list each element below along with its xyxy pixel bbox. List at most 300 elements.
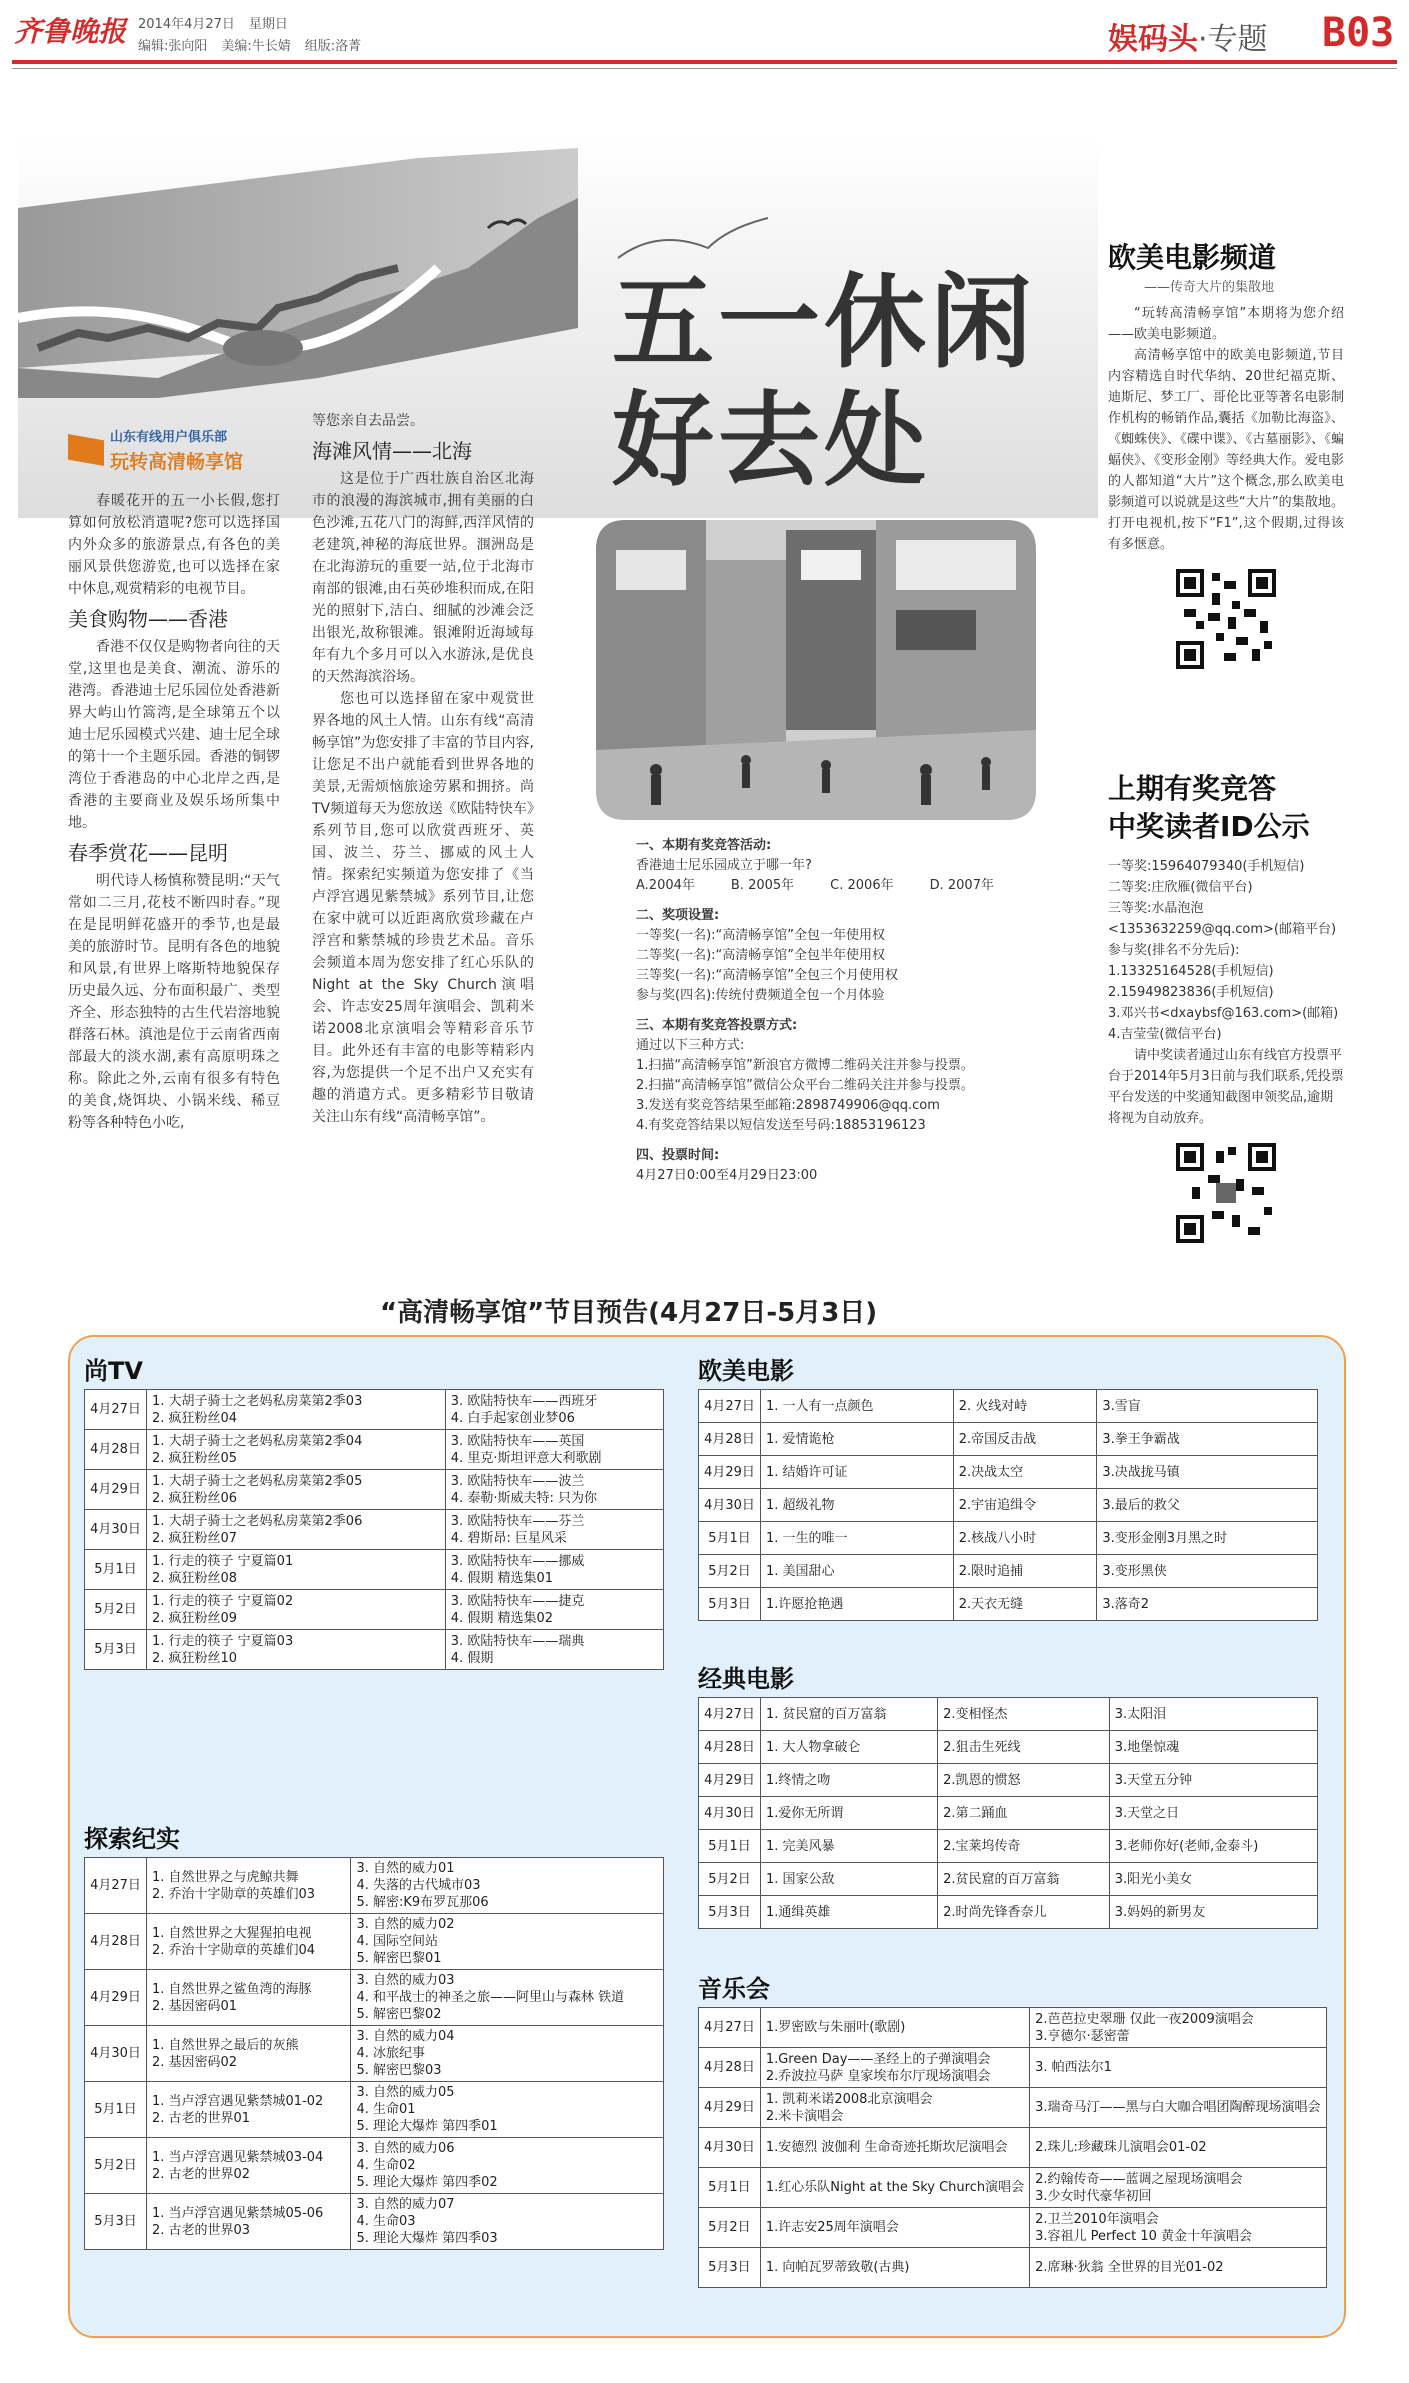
program-cell [445,1470,663,1510]
program-line: 1. 当卢浮宫遇见紫禁城03-04 [152,2149,324,2165]
program-cell [760,2008,1029,2048]
table-row [699,1423,1318,1456]
table-row [85,1914,664,1970]
movie-cell: 1. 贫民窟的百万富翁 [761,1698,938,1731]
program-cell [445,1430,663,1470]
subhead-hongkong: 美食购物——香港 [68,607,228,631]
table-row [699,1489,1318,1522]
wechat-qr-code-icon[interactable] [1176,1143,1276,1243]
program-cell [1030,2048,1326,2088]
prize-item: 一等奖(一名):“高清畅享馆”全包一年使用权 [636,928,885,943]
movie-cell: 3.地堡惊魂 [1109,1731,1317,1764]
movie-cell: 3.变形黑侠 [1097,1555,1318,1588]
movie-cell: 2.帝国反击战 [953,1423,1097,1456]
program-line: 1. 当卢浮宫遇见紫禁城01-02 [152,2093,324,2109]
program-line: 3. 帕西法尔1 [1035,2060,1112,2075]
table-row [699,2008,1327,2048]
program-line: 3. 欧陆特快车——挪威 [450,1553,585,1569]
movie-cell: 2.凯恩的惯怒 [938,1764,1110,1797]
western-heading: 欧美电影 [698,1357,794,1385]
program-line: 2. 乔治十字勋章的英雄们04 [152,1942,316,1958]
concert-table [698,2007,1327,2288]
subhead-kunming: 春季赏花——昆明 [68,841,228,865]
program-cell [147,2194,351,2250]
movie-cell: 1. 大人物拿破仑 [761,1731,938,1764]
movie-cell: 2.宇宙追缉令 [953,1489,1097,1522]
date-cell: 4月30日 [699,2128,761,2168]
quiz-option: D. 2007年 [929,878,994,893]
program-line: 2. 疯狂粉丝08 [152,1570,238,1586]
vote-time-heading: 四、投票时间: [636,1148,720,1163]
program-line: 3.瑞奇马汀——黑与白大咖合唱团陶醉现场演唱会 [1035,2100,1321,2115]
program-cell [1030,2248,1326,2288]
program-line: 4. 假期 精选集01 [450,1570,553,1586]
program-cell [760,2248,1029,2288]
date-cell: 4月28日 [699,1423,761,1456]
header-rule [12,60,1397,64]
movie-cell: 1. 国家公敌 [761,1863,938,1896]
program-line: 3. 欧陆特快车——瑞典 [450,1633,585,1649]
program-cell [1030,2168,1326,2208]
western-table [698,1389,1318,1621]
date-cell: 5月3日 [699,1588,761,1621]
program-line: 3. 自然的威力04 [356,2029,455,2044]
program-line: 1. 自然世界之与虎鲸共舞 [152,1869,299,1885]
movie-cell: 3.雪盲 [1097,1390,1318,1423]
program-cell [351,2026,664,2082]
program-line: 1. 大胡子骑士之老妈私房菜第2季06 [152,1513,363,1529]
program-line: 2. 疯狂粉丝05 [152,1450,238,1466]
movie-channel-text: “玩转高清畅享馆”本期将为您介绍——欧美电影频道。 高清畅享馆中的欧美电影频道,节目内容精选自时代华纳、20世纪福克斯、迪斯尼、梦工厂、哥伦比亚等著名电影制作机构的畅销作品,囊括《加勒比海盗》、《蜘蛛侠》、《碟中谍》、《古墓丽影》、《蝙蝠侠》、《变形金刚》等经典大作。爱电影的人都知道“大片”这个概念,那么欧美电影频道可以说就是这些“大片”的集散地。打开电视机,按下“F1”,这个假期,过得该有多惬意。 [1108,306,1344,552]
date-cell: 5月3日 [85,2194,147,2250]
movie-cell: 3.变形金刚3月黑之时 [1097,1522,1318,1555]
quiz-option: B. 2005年 [730,878,795,893]
table-row [85,1550,664,1590]
program-cell [351,2138,664,2194]
program-line: 4. 碧斯昂: 巨星风采 [450,1530,567,1546]
date-cell: 4月30日 [85,1510,147,1550]
movie-cell: 3.拳王争霸战 [1097,1423,1318,1456]
explore-heading: 探索纪实 [84,1825,180,1853]
newspaper-logo: 齐鲁晚报 [14,15,127,48]
table-row [85,1390,664,1430]
table-row [85,2082,664,2138]
movie-cell: 3.阳光小美女 [1109,1863,1317,1896]
movie-cell: 3.老师你好(老师,金泰斗) [1109,1830,1317,1863]
movie-cell: 1.爱你无所谓 [761,1797,938,1830]
article-intro: 春暖花开的五一小长假,您打算如何放松消遣呢?您可以选择国内外众多的旅游景点,有各色的美丽风景供您游览,也可以选择在家中休息,观赏精彩的电视节目。 [68,493,280,597]
program-line: 3. 欧陆特快车——芬兰 [450,1513,585,1529]
program-cell [351,2082,664,2138]
program-cell [445,1390,663,1430]
table-row [699,1588,1318,1621]
program-line: 4. 冰旅纪事 [356,2046,425,2061]
editor: 编辑:张向阳 [138,39,208,54]
program-line: 1.安德烈 波伽利 生命奇迹托斯坎尼演唱会 [765,2140,1008,2155]
vote-way: 3.发送有奖竞答结果至邮箱:2898749906@qq.com [636,1098,940,1113]
shangtv-table [84,1389,664,1670]
date-cell: 4月27日 [699,1390,761,1423]
program-line: 1. 大胡子骑士之老妈私房菜第2季03 [152,1393,363,1409]
table-row [699,2208,1327,2248]
program-line: 4. 白手起家创业梦06 [450,1410,575,1426]
program-line: 4. 失落的古代城市03 [356,1878,481,1893]
program-cell [760,2128,1029,2168]
program-line: 2.席琳·狄翁 全世界的目光01-02 [1035,2260,1224,2275]
winners-title: 上期有奖竞答 中奖读者ID公示 [1108,772,1310,843]
date-cell: 4月29日 [699,1456,761,1489]
quiz-option: C. 2006年 [830,878,894,893]
program-cell [147,1914,351,1970]
date-cell: 4月30日 [699,1797,761,1830]
movie-cell: 2.时尚先锋香奈儿 [938,1896,1110,1929]
program-line: 2.珠儿:珍藏珠儿演唱会01-02 [1035,2140,1207,2155]
program-cell [1030,2008,1326,2048]
table-row [699,2248,1327,2288]
date-cell: 4月29日 [699,2088,761,2128]
movie-cell: 3.最后的救父 [1097,1489,1318,1522]
paragraph-home: 您也可以选择留在家中观赏世界各地的风土人情。山东有线“高清畅享馆”为您安排了丰富的节目内容,让您足不出户就能看到世界各地的美景,无需烦恼旅途劳累和拥挤。尚TV频道每天为您放送《欧陆特快车》系列节目,您可以欣赏西班牙、英国、波兰、芬兰、挪威的风土人情。探索纪实频道为您安排了《当卢浮宫遇见紫禁城》系列节目,让您在家中就可以近距离欣赏珍藏在卢浮宫和紫禁城的珍贵艺术品。音乐会频道本周为您安排了红心乐队的Night at the Sky Church演唱会、许志安25周年演唱会、凯莉米诺2008北京演唱会等精彩音乐节目。此外还有丰富的电影等精彩内容,为您提供一个足不出户又充实有趣的消遣方式。更多精彩节目敬请关注山东有线“高清畅享馆”。 [312,691,534,1125]
table-row [699,1830,1318,1863]
table-row [85,1430,664,1470]
hongkong-street-photo [596,520,1036,820]
movie-cell: 3.天堂之日 [1109,1797,1317,1830]
date-cell: 4月27日 [85,1390,147,1430]
club-logo-icon [68,434,104,466]
table-row [699,1698,1318,1731]
program-cell [147,1430,446,1470]
program-line: 4. 假期 [450,1650,494,1666]
date-cell: 5月2日 [699,1555,761,1588]
date-cell: 4月28日 [85,1430,147,1470]
main-headline: 五一休闲 好去处 [612,264,1036,501]
movie-channel-subtitle: ——传奇大片的集散地 [1144,280,1275,295]
date-cell: 4月29日 [85,1470,147,1510]
program-line: 4. 泰勒·斯威夫特: 只为你 [450,1490,597,1506]
movie-cell: 2.决战太空 [953,1456,1097,1489]
date-cell: 4月28日 [85,1914,147,1970]
program-cell [351,2194,664,2250]
program-line: 3.容祖儿 Perfect 10 黄金十年演唱会 [1035,2228,1252,2244]
article-column-1 [68,490,280,1134]
vote-heading: 三、本期有奖竞答投票方式: [636,1018,798,1033]
movie-cell: 2. 火线对峙 [953,1390,1097,1423]
program-cell [351,1914,664,1970]
movie-cell: 1. 美国甜心 [761,1555,954,1588]
program-line: 2. 古老的世界02 [152,2166,251,2182]
date-cell: 5月3日 [85,1630,147,1670]
program-cell [445,1550,663,1590]
prize-item: 二等奖(一名):“高清畅享馆”全包半年使用权 [636,948,885,963]
table-row [699,1555,1318,1588]
program-line: 2. 基因密码02 [152,2054,238,2070]
program-line: 2. 疯狂粉丝09 [152,1610,238,1626]
page-number: B03 [1322,10,1395,56]
prize-item: 参与奖(四名):传统付费频道全包一个月体验 [636,988,885,1003]
movie-cell: 2.贫民窟的百万富翁 [938,1863,1110,1896]
program-cell [147,2138,351,2194]
program-line: 4. 国际空间站 [356,1934,438,1949]
quiz-section [636,836,1076,1196]
table-row [699,1863,1318,1896]
table-row [85,1970,664,2026]
movie-cell: 3.太阳泪 [1109,1698,1317,1731]
program-line: 2.芭芭拉史翠珊 仅此一夜2009演唱会 [1035,2011,1254,2027]
program-line: 2.卫兰2010年演唱会 [1035,2211,1159,2227]
program-cell [147,1970,351,2026]
program-line: 5. 理论大爆炸 第四季03 [356,2231,498,2246]
program-line: 4. 生命02 [356,2158,416,2173]
program-line: 5. 解密:K9布罗瓦那06 [356,1895,489,1910]
table-row [699,1390,1318,1423]
table-row [699,1797,1318,1830]
program-line: 3. 自然的威力02 [356,1917,455,1932]
table-row [85,2194,664,2250]
movie-channel-column [1108,240,1344,683]
program-line: 1. 当卢浮宫遇见紫禁城05-06 [152,2205,324,2221]
table-row [85,1510,664,1550]
table-row [85,2026,664,2082]
schedule-panel [68,1335,1346,2338]
program-cell [147,1630,446,1670]
program-line: 4. 里克·斯坦评意大利歌剧 [450,1450,602,1466]
explore-table [84,1857,664,2250]
vote-way: 2.扫描“高清畅享馆”微信公众平台二维码关注并参与投票。 [636,1078,974,1093]
date-cell: 5月2日 [85,1590,147,1630]
table-row [85,2138,664,2194]
program-line: 2. 疯狂粉丝07 [152,1530,238,1546]
date-cell: 4月29日 [699,1764,761,1797]
table-row [699,2168,1327,2208]
date-cell: 5月2日 [85,2138,147,2194]
quiz-heading: 一、本期有奖竞答活动: [636,838,772,853]
movie-cell: 1. 爱情诡枪 [761,1423,954,1456]
date-cell: 4月29日 [85,1970,147,2026]
program-line: 1. 自然世界之鲨鱼湾的海豚 [152,1981,312,1997]
movie-cell: 3.落奇2 [1097,1588,1318,1621]
classic-table [698,1697,1318,1929]
vote-way: 1.扫描“高清畅享馆”新浪官方微博二维码关注并参与投票。 [636,1058,974,1073]
schedule-title: “高清畅享馆”节目预告(4月27日-5月3日) [380,1298,878,1328]
program-line: 2. 古老的世界03 [152,2222,251,2238]
movie-cell: 2.限时追捕 [953,1555,1097,1588]
program-line: 5. 理论大爆炸 第四季01 [356,2119,498,2134]
date-cell: 5月1日 [85,1550,147,1590]
date-cell: 4月27日 [85,1858,147,1914]
paragraph-hongkong: 香港不仅仅是购物者向往的天堂,这里也是美食、潮流、游乐的港湾。香港迪士尼乐园位处香港新界大屿山竹篙湾,是全球第五个以迪士尼乐园模式兴建、迪士尼全球的第十一个主题乐园。香港的铜锣湾位于香港岛的中心北岸之西,是香港的主要商业及娱乐场所集中地。 [68,639,280,831]
program-line: 1.红心乐队Night at the Sky Church演唱会 [765,2180,1025,2195]
program-cell [1030,2208,1326,2248]
movie-cell: 1. 一人有一点颜色 [761,1390,954,1423]
program-line: 3.亨德尔·瑟密蕾 [1035,2028,1130,2044]
table-row [699,2128,1327,2168]
program-line: 1. 行走的筷子 宁夏篇03 [152,1633,294,1649]
program-cell [147,2026,351,2082]
concert-heading: 音乐会 [698,1975,770,2003]
program-cell [351,1858,664,1914]
program-line: 1.Green Day——圣经上的子弹演唱会 [765,2051,991,2067]
program-line: 2.约翰传奇——蓝调之屋现场演唱会 [1035,2171,1243,2187]
table-row [85,1590,664,1630]
program-cell [760,2208,1029,2248]
program-line: 3. 欧陆特快车——英国 [450,1433,585,1449]
program-cell [445,1510,663,1550]
date-cell: 4月27日 [699,1698,761,1731]
date-cell: 5月2日 [699,2208,761,2248]
winners-column [1108,770,1344,1257]
program-line: 1. 大胡子骑士之老妈私房菜第2季05 [152,1473,363,1489]
table-row [85,1858,664,1914]
paragraph-beihai: 这是位于广西壮族自治区北海市的浪漫的海滨城市,拥有美丽的白色沙滩,五花八门的海鲜,西洋风情的老建筑,神秘的海底世界。涠洲岛是在北海游玩的重要一站,位于北海市南部的银滩,由石英砂堆积而成,在阳光的照射下,洁白、细腻的沙滩会泛出银光,故称银滩。银滩附近海域每年有九个多月可以入水游泳,是优良的天然海滨浴场。 [312,471,534,685]
program-line: 5. 理论大爆炸 第四季02 [356,2175,498,2190]
date-cell: 5月3日 [699,1896,761,1929]
quiz-question: 香港迪士尼乐园成立于哪一年? [636,858,812,873]
movie-cell: 3.决战拢马镇 [1097,1456,1318,1489]
art-editor: 美编:牛长婧 [221,39,291,54]
program-line: 2. 基因密码01 [152,1998,238,2014]
paragraph-kunming: 明代诗人杨慎称赞昆明:“天气常如二三月,花枝不断四时春。”现在是昆明鲜花盛开的季节,也是最美的旅游时节。昆明有各色的地貌和风景,有世界上喀斯特地貌保存历史最久远、分布面积最广、类型齐全、形态独特的古生代岩溶地貌群落石林。滇池是位于云南省西南部最大的淡水湖,素有高原明珠之称。除此之外,云南有很多有特色的美食,烧饵块、小锅米线、稀豆粉等各种特色小吃, [68,873,280,1131]
date-cell: 5月3日 [699,2248,761,2288]
table-row [699,2088,1327,2128]
program-cell [147,1390,446,1430]
program-line: 3. 自然的威力06 [356,2141,455,2156]
program-line: 1. 自然世界之大猩猩拍电视 [152,1925,312,1941]
program-line: 1. 大胡子骑士之老妈私房菜第2季04 [152,1433,363,1449]
prize-item: 三等奖(一名):“高清畅享馆”全包三个月使用权 [636,968,898,983]
movie-cell: 2.天衣无缝 [953,1588,1097,1621]
program-cell [445,1630,663,1670]
weibo-qr-code-icon[interactable] [1176,569,1276,669]
date-cell: 5月1日 [85,2082,147,2138]
program-line: 4. 生命01 [356,2102,416,2117]
classic-heading: 经典电影 [698,1665,794,1693]
quiz-option: A.2004年 [636,878,695,893]
vote-time: 4月27日0:00至4月29日23:00 [636,1168,818,1183]
movie-cell: 3.妈妈的新男友 [1109,1896,1317,1929]
table-row [699,1896,1318,1929]
program-line: 1. 行走的筷子 宁夏篇01 [152,1553,294,1569]
movie-cell: 1.终情之吻 [761,1764,938,1797]
program-line: 4. 和平战士的神圣之旅——阿里山与森林 铁道 [356,1990,625,2005]
program-line: 1.许志安25周年演唱会 [765,2220,899,2235]
program-line: 1. 自然世界之最后的灰熊 [152,2037,299,2053]
program-line: 5. 解密巴黎01 [356,1951,442,1966]
paragraph-continued: 等您亲自去品尝。 [312,413,424,429]
program-line: 2. 疯狂粉丝06 [152,1490,238,1506]
movie-cell: 2.核战八小时 [953,1522,1097,1555]
movie-cell: 1. 一生的唯一 [761,1522,954,1555]
table-row [85,1630,664,1670]
date-cell: 5月1日 [699,2168,761,2208]
program-line: 3.少女时代豪华初回 [1035,2188,1152,2204]
prize-heading: 二、奖项设置: [636,908,720,923]
table-row [699,1522,1318,1555]
movie-cell: 2.狙击生死线 [938,1731,1110,1764]
article-column-2 [312,410,534,1128]
header-rule-thin [12,68,1397,69]
subhead-beihai: 海滩风情——北海 [312,439,472,463]
club-logo: 山东有线用户俱乐部 玩转高清畅享馆 [68,426,260,472]
program-line: 3. 自然的威力01 [356,1861,455,1876]
vote-intro: 通过以下三种方式: [636,1038,745,1053]
program-cell [147,1590,446,1630]
program-line: 2. 疯狂粉丝10 [152,1650,238,1666]
program-cell [147,1550,446,1590]
program-line: 3. 自然的威力05 [356,2085,455,2100]
program-cell [760,2088,1029,2128]
quiz-options [636,876,1076,896]
table-row [699,1764,1318,1797]
table-row [699,2048,1327,2088]
issue-meta [138,14,375,58]
program-line: 4. 假期 精选集02 [450,1610,553,1626]
program-line: 3. 欧陆特快车——捷克 [450,1593,585,1609]
shangtv-heading: 尚TV [84,1357,143,1385]
program-cell [1030,2088,1326,2128]
program-line: 3. 自然的威力07 [356,2197,455,2212]
table-row [85,1470,664,1510]
program-line: 3. 自然的威力03 [356,1973,455,1988]
movie-cell: 1. 结婚许可证 [761,1456,954,1489]
layout-editor: 组版:洛菁 [304,39,362,54]
winners-note: 请中奖读者通过山东有线官方投票平台于2014年5月3日前与我们联系,凭投票平台发送的中奖通知截图申领奖品,逾期将视为自动放弃。 [1108,1048,1344,1126]
date-cell: 5月2日 [699,1863,761,1896]
program-line: 3. 欧陆特快车——西班牙 [450,1393,598,1409]
program-line: 2.乔波拉马萨 皇家埃布尔厅现场演唱会 [765,2068,991,2084]
section-title: 娱码头·专题 [1108,22,1268,57]
program-line: 2. 乔治十字勋章的英雄们03 [152,1886,316,1902]
program-line: 2. 古老的世界01 [152,2110,251,2126]
vote-way: 4.有奖竞答结果以短信发送至号码:18853196123 [636,1118,926,1133]
program-line: 5. 解密巴黎02 [356,2007,442,2022]
program-cell [147,1510,446,1550]
program-cell [760,2168,1029,2208]
program-cell [147,1858,351,1914]
movie-cell: 2.第二踊血 [938,1797,1110,1830]
program-line: 1. 凯莉米诺2008北京演唱会 [765,2091,933,2107]
program-cell [351,1970,664,2026]
program-line: 2.米卡演唱会 [765,2108,844,2124]
movie-cell: 3.天堂五分钟 [1109,1764,1317,1797]
date-cell: 5月1日 [699,1522,761,1555]
program-line: 1.罗密欧与朱丽叶(歌剧) [765,2020,906,2035]
program-line: 4. 生命03 [356,2214,416,2229]
program-cell [760,2048,1029,2088]
movie-cell: 1.许愿抢艳遇 [761,1588,954,1621]
program-cell [1030,2128,1326,2168]
program-cell [147,1470,446,1510]
issue-weekday: 星期日 [248,17,288,32]
date-cell: 4月30日 [85,2026,147,2082]
date-cell: 4月30日 [699,1489,761,1522]
date-cell: 4月27日 [699,2008,761,2048]
program-line: 5. 解密巴黎03 [356,2063,442,2078]
program-cell [445,1590,663,1630]
movie-cell: 2.变相怪杰 [938,1698,1110,1731]
winners-list: 一等奖:15964079340(手机短信) 二等奖:庄欣雁(微信平台) 三等奖:水晶泡泡<1353632259@qq.com>(邮箱平台) 参与奖(排名不分先后): 1.13325164528(手机短信) 2.15949823836(手机短信) 3.邓兴书<dxaybsf@163.com>(邮箱) 4.吉莹莹(微信平台) 请中奖读者通过山东有线官方投票平台于2014年5月3日前与我们联系,凭投票平台发送的中奖通知截图申领奖品,逾期将视为自动放弃。 [1108,856,1344,1129]
program-line: 1. 向帕瓦罗蒂致敬(古典) [765,2260,910,2275]
table-row [699,1456,1318,1489]
movie-cell: 1. 超级礼物 [761,1489,954,1522]
program-line: 1. 行走的筷子 宁夏篇02 [152,1593,294,1609]
program-cell [147,2082,351,2138]
date-cell: 4月28日 [699,1731,761,1764]
movie-cell: 1.通缉英雄 [761,1896,938,1929]
issue-date: 2014年4月27日 [138,17,235,32]
movie-channel-title: 欧美电影频道 [1108,241,1277,274]
table-row [699,1731,1318,1764]
program-line: 2. 疯狂粉丝04 [152,1410,238,1426]
